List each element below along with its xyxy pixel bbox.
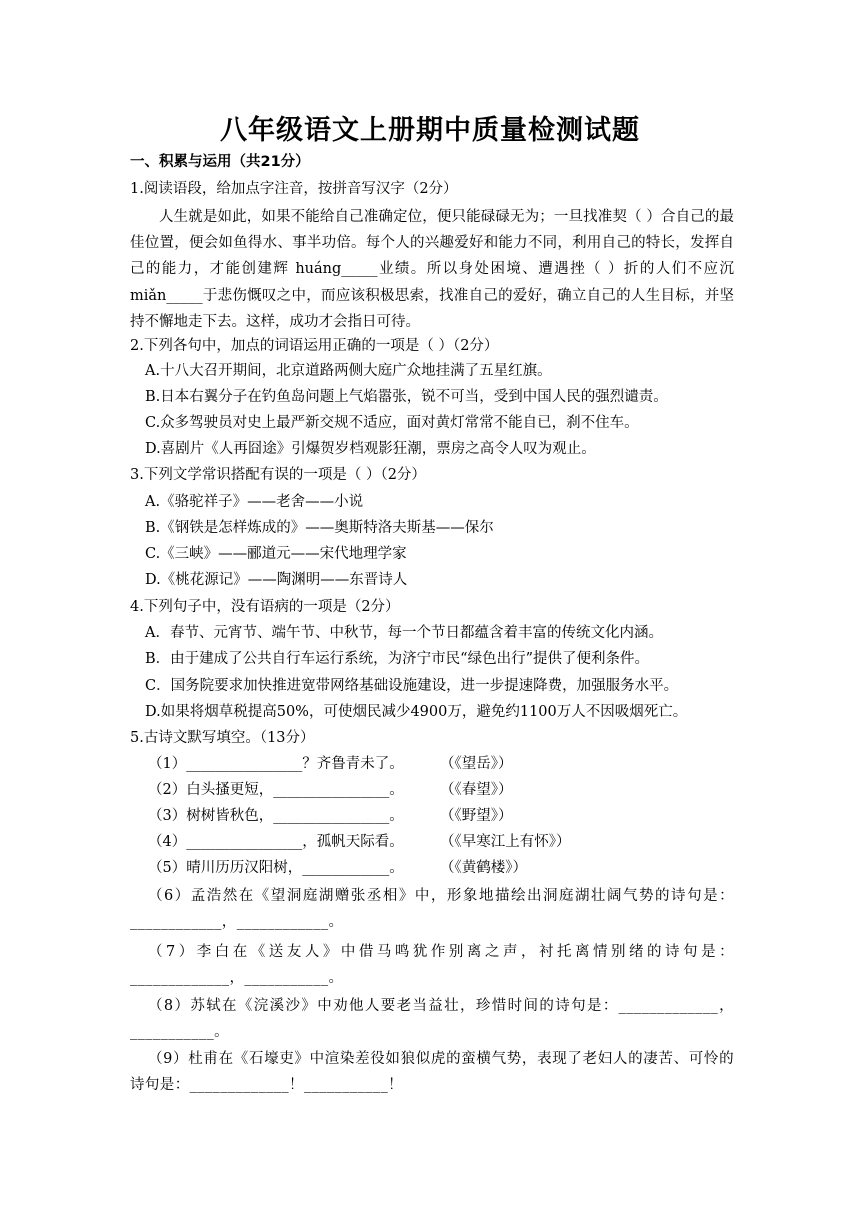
fill-blank-2: （2）白头搔更短，________________。: [148, 782, 404, 798]
fill-blank-5-source: （《黄鹤楼》）: [440, 860, 527, 876]
question-4-option-b: B．由于建成了公共自行车运行系统，为济宁市民“绿色出行”提供了便利条件。: [145, 651, 649, 667]
question-4-option-a: A．春节、元宵节、端午节、中秋节，每一个节日都蕴含着丰富的传统文化内涵。: [145, 625, 663, 641]
question-2-stem: 2.下列各句中，加点的词语运用正确的一项是（ ）（2分）: [130, 338, 499, 354]
question-4-option-d: D.如果将烟草税提高50%，可使烟民减少4900万，避免约1100万人不因吸烟死亡。: [145, 704, 688, 720]
section-heading: 一、积累与运用（共21分）: [130, 154, 310, 170]
fill-blank-8: （8）苏轼在《浣溪沙》中劝他人要老当益壮，珍惜时间的诗句是：_____________，___________。: [130, 998, 734, 1041]
question-1-stem: 1.阅读语段，给加点字注音，按拼音写汉字（2分）: [130, 181, 458, 197]
question-2-option-d: D.喜剧片《人再囧途》引爆贺岁档观影狂潮，票房之高令人叹为观止。: [145, 441, 596, 457]
question-2-option-b: B.日本右翼分子在钓鱼岛问题上气焰嚣张，锐不可当，受到中国人民的强烈谴责。: [145, 389, 668, 405]
fill-blank-7: （7）李白在《送友人》中借马鸣犹作别离之声，衬托离情别绪的诗句是：_____________，___________。: [130, 944, 734, 987]
fill-blank-2-source: （《春望》）: [440, 782, 513, 798]
question-1-passage: 人生就是如此，如果不能给自己准确定位，便只能碌碌无为；一旦找准契（ ）合自己的最佳位置，便会如鱼得水、事半功倍。每个人的兴趣爱好和能力不同，利用自己的特长，发挥自己的能力，才能创建辉 huáng_____业绩。所以身处困境、遭遇挫（ ）折的人们不应沉 miǎn_____于悲伤慨叹之中，而应该积极思索，找准自己的爱好，确立自己的人生目标，并坚持不懈地走下去。这样，成功才会指日可待。: [130, 209, 734, 330]
fill-blank-6: （6）孟浩然在《望洞庭湖赠张丞相》中，形象地描绘出洞庭湖壮阔气势的诗句是：____________，____________。: [130, 888, 734, 931]
question-3-option-d: D.《桃花源记》——陶渊明——东晋诗人: [145, 572, 408, 588]
fill-blank-5: （5）晴川历历汉阳树，____________。: [148, 860, 404, 876]
question-5-stem: 5.古诗文默写填空。（13分）: [130, 730, 315, 746]
question-3-stem: 3.下列文学常识搭配有误的一项是（ ）（2分）: [130, 467, 426, 483]
fill-blank-3-source: （《野望》）: [440, 808, 513, 824]
fill-blank-9: （9）杜甫在《石壕吏》中渲染差役如狼似虎的蛮横气势，表现了老妇人的凄苦、可怜的诗句是：_____________！___________！: [130, 1051, 734, 1094]
question-4-option-c: C．国务院要求加快推进宽带网络基础设施建设，进一步提速降费，加强服务水平。: [145, 678, 679, 694]
question-3-option-c: C.《三峡》——郦道元——宋代地理学家: [145, 546, 407, 562]
fill-blank-1-source: （《望岳》）: [440, 756, 513, 772]
fill-blank-3: （3）树树皆秋色，________________。: [148, 808, 404, 824]
fill-blank-4-source: （《早寒江上有怀》）: [440, 834, 571, 850]
question-3-option-b: B.《钢铁是怎样炼成的》——奥斯特洛夫斯基——保尔: [145, 520, 494, 536]
fill-blank-4: （4）________________，孤帆天际看。: [148, 834, 404, 850]
page-title: 八年级语文上册期中质量检测试题: [220, 115, 640, 146]
question-4-stem: 4.下列句子中，没有语病的一项是（2分）: [130, 599, 400, 615]
question-2-option-c: C.众多驾驶员对史上最严新交规不适应，面对黄灯常常不能自已，刹不住车。: [145, 415, 639, 431]
question-3-option-a: A.《骆驼祥子》——老舍——小说: [145, 494, 364, 510]
question-2-option-a: A.十八大召开期间，北京道路两侧大庭广众地挂满了五星红旗。: [145, 363, 552, 379]
fill-blank-1: （1）________________？齐鲁青未了。: [148, 756, 404, 772]
